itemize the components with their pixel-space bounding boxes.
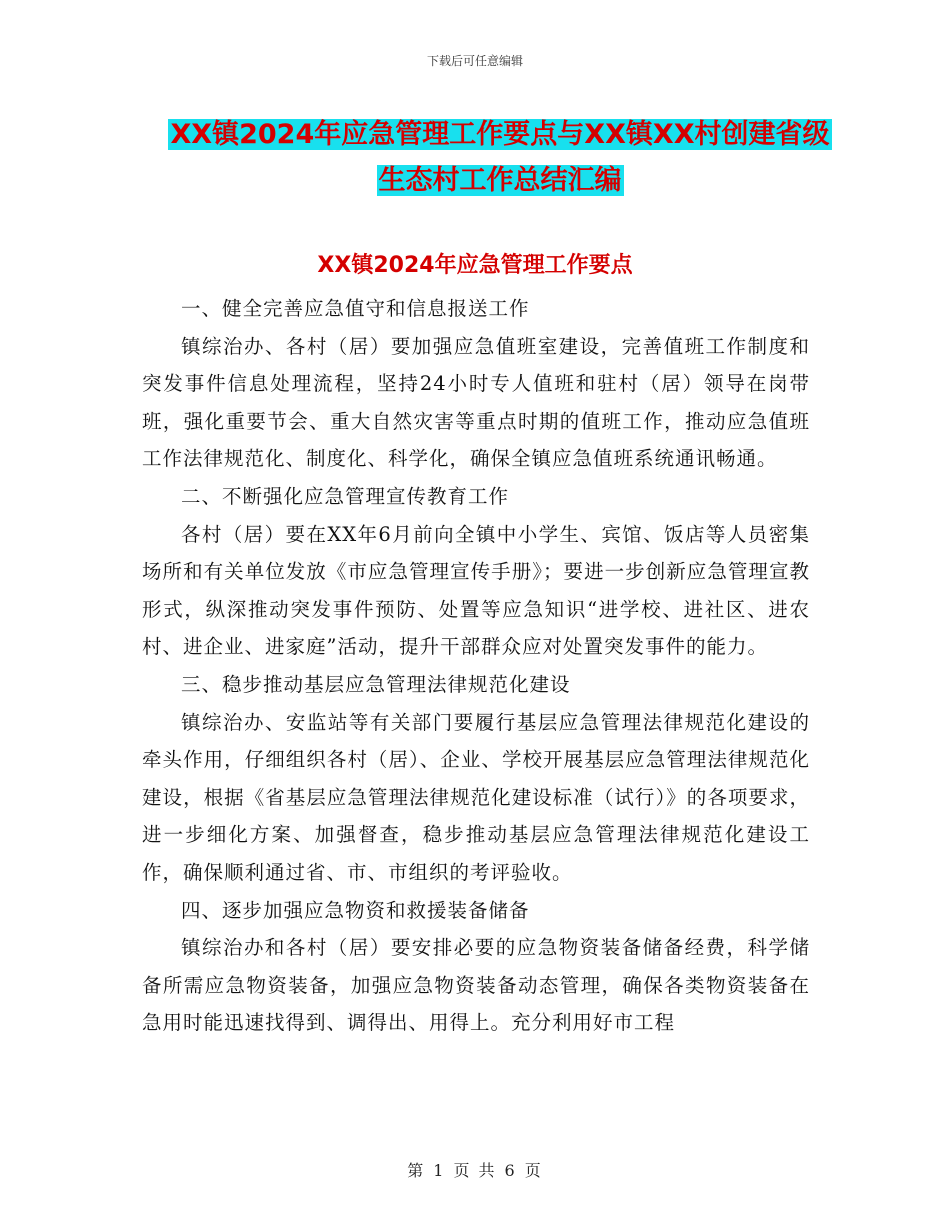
title-line-1: XX镇2024年应急管理工作要点与XX镇XX村创建省级 [170, 119, 830, 150]
title-line-2: 生态村工作总结汇编 [378, 165, 622, 196]
page-number: 1 [433, 1161, 446, 1180]
section-title: XX镇2024年应急管理工作要点 [317, 253, 633, 278]
paragraph-3: 镇综治办、安监站等有关部门要履行基层应急管理法律规范化建设的牵头作用，仔细组织各村（居）、企业、学校开展基层应急管理法律规范化建设，根据《省基层应急管理法律规范化建设标准（试行）》的各项要求，进一步细化方案、加强督查，稳步推动基层应急管理法律规范化建设工作，确保顺利通过省、市、市组织的考评验收。 [142, 710, 810, 884]
document-title [140, 112, 860, 204]
heading-4: 四、逐步加强应急物资和救援装备储备 [181, 898, 530, 922]
heading-3: 三、稳步推动基层应急管理法律规范化建设 [181, 672, 571, 696]
footer-suffix: 页 [524, 1161, 543, 1180]
paragraph-2: 各村（居）要在XX年6月前向全镇中小学生、宾馆、饭店等人员密集场所和有关单位发放《市应急管理宣传手册》；要进一步创新应急管理宣教形式，纵深推动突发事件预防、处置等应急知识“进学校、进社区、进农村、进企业、进家庭”活动，提升干部群众应对处置突发事件的能力。 [142, 522, 810, 659]
page-footer [0, 1158, 950, 1181]
paragraph-4: 镇综治办和各村（居）要安排必要的应急物资装备储备经费，科学储备所需应急物资装备，加强应急物资装备动态管理，确保各类物资装备在急用时能迅速找得到、调得出、用得上。充分利用好市工程 [142, 936, 810, 1035]
header-note: 下载后可任意编辑 [426, 54, 523, 68]
footer-prefix: 第 [407, 1161, 426, 1180]
footer-middle: 页 共 [453, 1161, 497, 1180]
paragraph-1: 镇综治办、各村（居）要加强应急值班室建设，完善值班工作制度和突发事件信息处理流程，坚持24小时专人值班和驻村（居）领导在岗带班，强化重要节会、重大自然灾害等重点时期的值班工作，推动应急值班工作法律规范化、制度化、科学化，确保全镇应急值班系统通讯畅通。 [142, 334, 810, 471]
heading-1: 一、健全完善应急值守和信息报送工作 [181, 297, 530, 320]
page-total: 6 [504, 1161, 517, 1180]
document-body [142, 290, 810, 1042]
heading-2: 二、不断强化应急管理宣传教育工作 [181, 484, 510, 508]
